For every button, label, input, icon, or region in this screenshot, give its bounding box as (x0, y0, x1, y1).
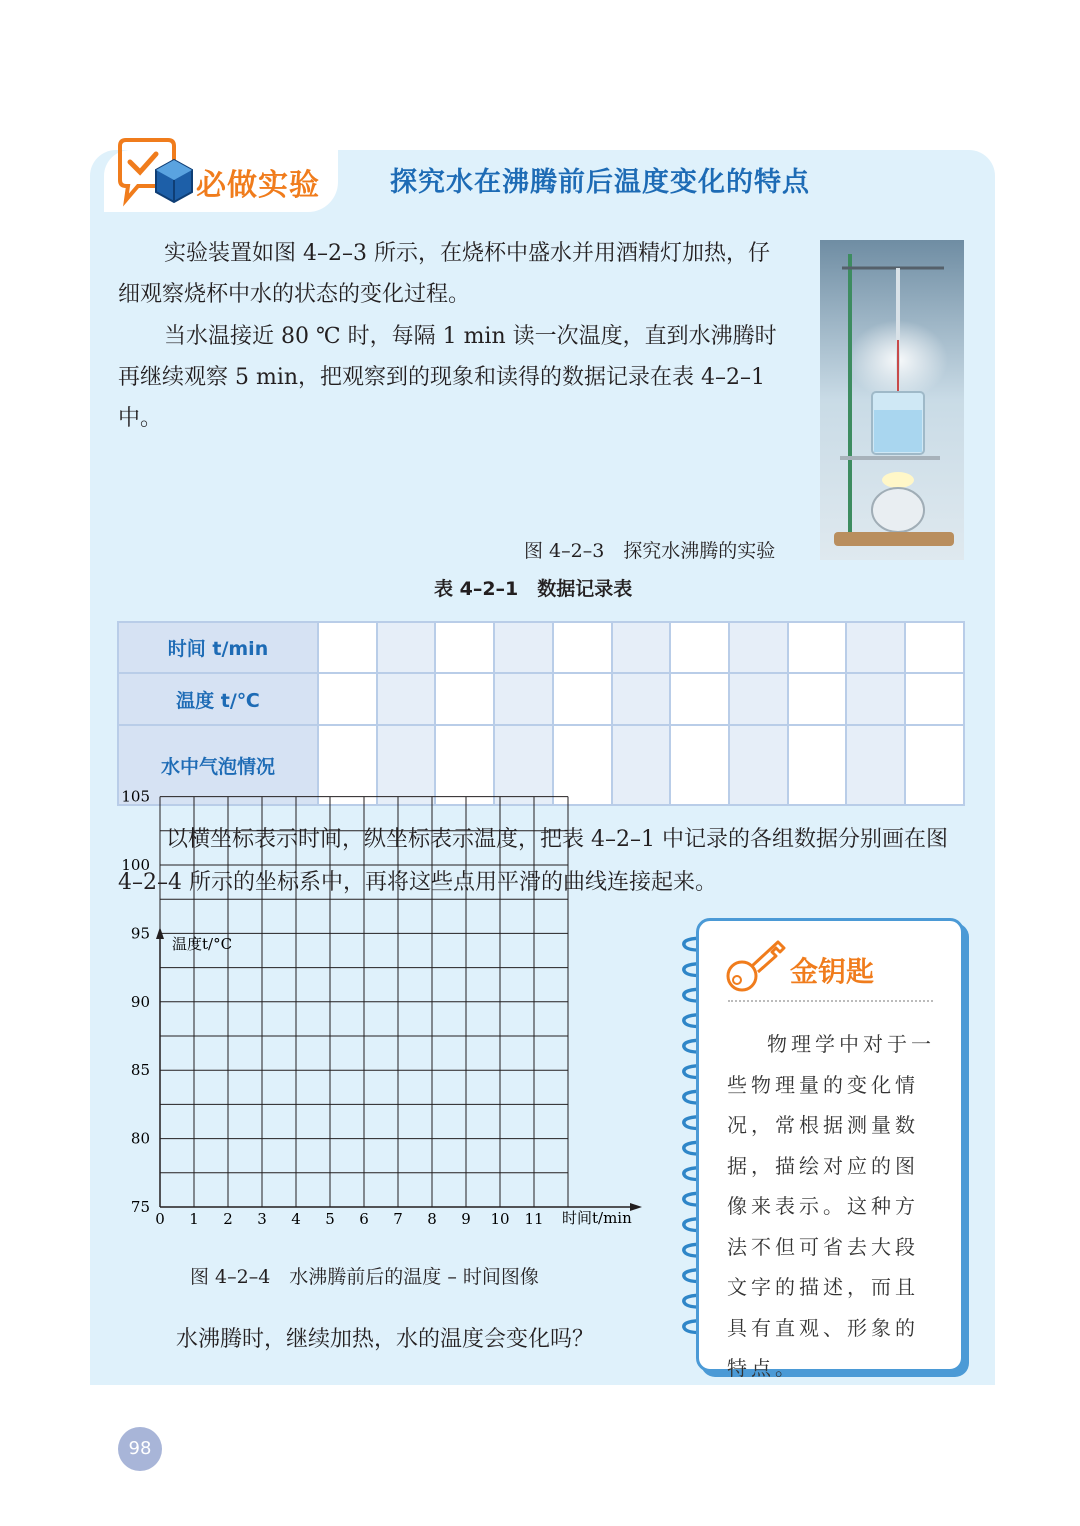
boiling-experiment-photo (820, 240, 964, 560)
tip-divider (728, 1000, 933, 1002)
y-axis-label: 温度t/°C (172, 935, 233, 953)
row-header-time: 时间 t/min (118, 622, 318, 673)
tip-text: 物理学中对于一些物理量的变化情况，常根据测量数据，描绘对应的图像来表示。这种方法不但可省去大段文字的描述，而且具有直观、形象的特点。 (727, 1032, 935, 1380)
experiment-title: 探究水在沸腾前后温度变化的特点 (390, 167, 810, 198)
y-tick-label: 95 (130, 924, 150, 943)
experiment-badge-icon (112, 138, 198, 208)
table-caption: 表 4–2–1 数据记录表 (434, 578, 633, 600)
row-header-temperature: 温度 t/℃ (118, 673, 318, 725)
table-row-time (118, 622, 964, 673)
x-tick-label: 9 (461, 1210, 471, 1228)
table-row-bubbles (118, 725, 964, 805)
y-tick-label: 100 (121, 856, 150, 874)
x-tick-label: 1 (189, 1210, 199, 1228)
x-tick-label: 7 (393, 1210, 403, 1228)
x-tick-label: 0 (155, 1210, 165, 1228)
x-tick-label: 5 (325, 1210, 335, 1228)
x-tick-label: 10 (490, 1210, 510, 1228)
row-header-bubbles: 水中气泡情况 (118, 725, 318, 805)
x-tick-label: 6 (359, 1210, 369, 1228)
tip-title: 金钥匙 (790, 955, 875, 988)
graph-instruction: 以横坐标表示时间，纵坐标表示温度，把表 4–2–1 中记录的各组数据分别画在图 4–2–4 所示的坐标系中，再将这些点用平滑的曲线连接起来。 (118, 827, 948, 895)
y-tick-label: 80 (130, 1129, 150, 1148)
data-record-table (117, 621, 965, 806)
x-tick-label: 11 (524, 1210, 544, 1228)
figure-caption-4-2-3: 图 4–2–3 探究水沸腾的实验 (524, 540, 776, 562)
key-icon (722, 934, 788, 994)
x-tick-label: 2 (223, 1210, 233, 1228)
table-row-temperature (118, 673, 964, 725)
question-text: 水沸腾时，继续加热，水的温度会变化吗？ (176, 1327, 595, 1352)
y-tick-label: 105 (121, 787, 150, 806)
y-tick-label: 90 (130, 992, 150, 1011)
x-axis-arrow (630, 1203, 642, 1211)
section-tag: 必做实验 (196, 168, 320, 203)
y-tick-label: 85 (130, 1061, 150, 1080)
x-axis-label: 时间t/min (562, 1209, 632, 1227)
y-tick-label: 75 (130, 1198, 150, 1216)
figure-caption-4-2-4: 图 4–2–4 水沸腾前后的温度 – 时间图像 (190, 1266, 539, 1288)
x-tick-label: 8 (427, 1210, 437, 1228)
intro-paragraph-1: 实验装置如图 4–2–3 所示，在烧杯中盛水并用酒精灯加热，仔细观察烧杯中水的状态的变化过程。 (118, 241, 770, 307)
intro-paragraph-2: 当水温接近 80 ℃ 时，每隔 1 min 读一次温度，直到水沸腾时再继续观察 5 min，把观察到的现象和读得的数据记录在表 4–2–1 中。 (118, 324, 777, 431)
x-tick-label: 4 (291, 1210, 301, 1228)
page-number: 98 (118, 1427, 162, 1471)
x-tick-label: 3 (257, 1210, 267, 1228)
